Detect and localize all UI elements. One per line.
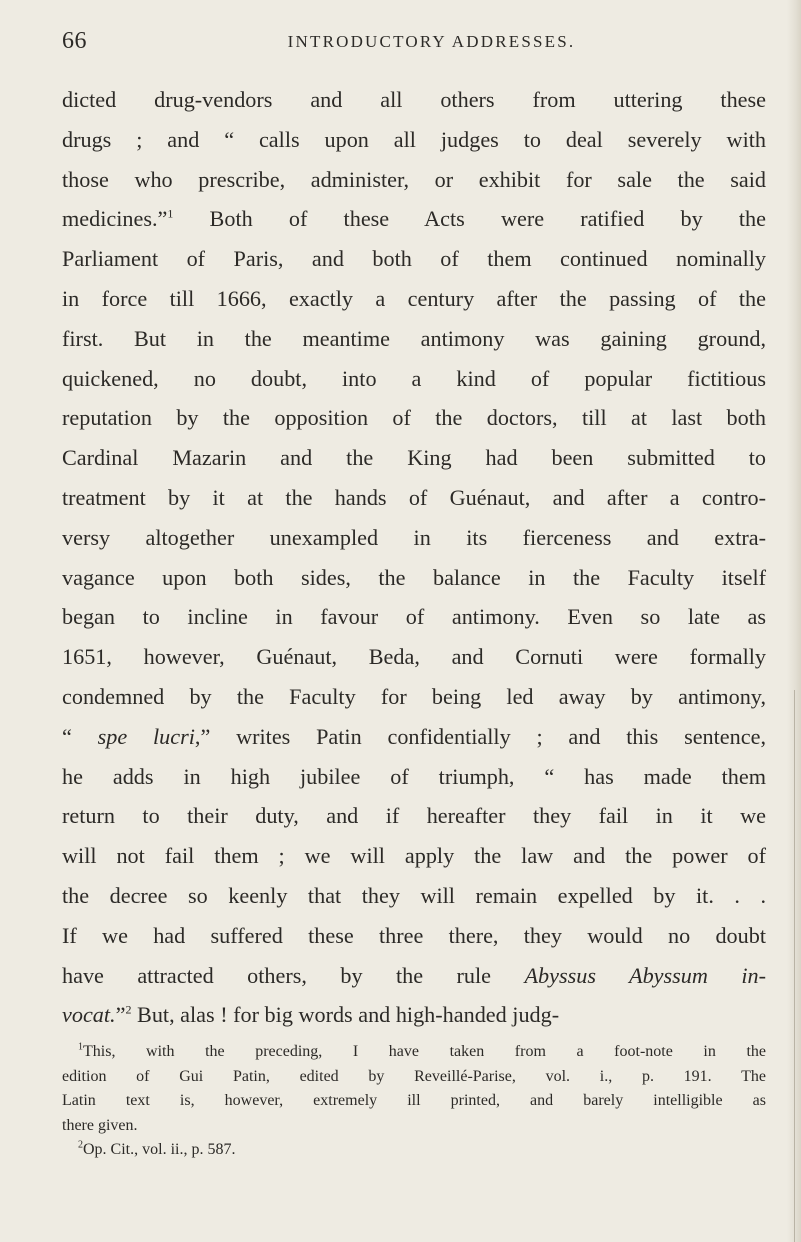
text-line: drugs ; and “ calls upon all judges to deal severely with — [62, 126, 766, 152]
running-head: INTRODUCTORY ADDRESSES. — [287, 32, 576, 51]
text-line: condemned by the Faculty for being led away by antimony, — [62, 683, 766, 709]
text-line: medicines.”$^1$ Both of these Acts were ratified by the — [62, 206, 766, 232]
footnote-mark: 2 — [125, 1002, 132, 1017]
text-line: reputation by the opposition of the doctors, till at last both — [62, 405, 766, 431]
footnote-line: Latin text is, however, extremely ill printed, and barely intelligible as — [62, 1092, 766, 1109]
footnote-mark: 1 — [78, 1041, 83, 1053]
footnote-mark: 1 — [167, 207, 174, 221]
footnote-line: $^2$Op. Cit., vol. ii., p. 587. — [78, 1139, 236, 1158]
text-line: return to their duty, and if hereafter they fail in it we — [62, 803, 766, 829]
text-line: vocat.”$^2$ But, alas ! for big words and high-handed judg- — [62, 1002, 560, 1028]
text-line: Cardinal Mazarin and the King had been submitted to — [62, 445, 766, 471]
footnote-line: $^1$This, with the preceding, I have taken from a foot-note in the — [78, 1041, 766, 1060]
italic-phrase: spe lucri — [97, 723, 195, 749]
footnote-line: edition of Gui Patin, edited by Reveillé-Parise, vol. i., p. 191. The — [62, 1067, 766, 1085]
text-line: Parliament of Paris, and both of them continued nominally — [62, 246, 766, 272]
body-text — [62, 80, 766, 1035]
text-line: first. But in the meantime antimony was gaining ground, — [62, 325, 766, 351]
italic-phrase: Abyssus Abyssum in- — [524, 962, 766, 988]
text-line: “ spe lucri,” writes Patin confidentially ; and this sentence, — [62, 723, 766, 749]
text-line: he adds in high jubilee of triumph, “ has made them — [62, 763, 766, 789]
footnote-line: there given. — [62, 1116, 138, 1134]
page-header — [62, 28, 761, 58]
text-line: versy altogether unexampled in its fierceness and extra- — [62, 524, 766, 550]
text-line: If we had suffered these three there, they would no doubt — [62, 922, 766, 948]
footnotes — [62, 1040, 766, 1163]
text-line: dicted drug-vendors and all others from uttering these — [62, 87, 766, 112]
text-line: began to incline in favour of antimony. Even so late as — [62, 604, 766, 630]
page-edge-line — [794, 690, 795, 1242]
text-line: have attracted others, by the rule Abyssus Abyssum in- — [62, 962, 766, 988]
page-number: 66 — [62, 28, 87, 54]
text-line: will not fail them ; we will apply the law and the power of — [62, 843, 766, 869]
text-line: vagance upon both sides, the balance in the Faculty itself — [62, 564, 766, 590]
text-line: 1651, however, Guénaut, Beda, and Cornuti were formally — [62, 644, 766, 670]
text-line: the decree so keenly that they will remain expelled by it. . . — [62, 882, 766, 908]
text-line: treatment by it at the hands of Guénaut, and after a contro- — [62, 484, 766, 510]
text-line: quickened, no doubt, into a kind of popular fictitious — [62, 365, 766, 391]
text-line: in force till 1666, exactly a century after the passing of the — [62, 285, 766, 311]
italic-phrase: vocat. — [62, 1002, 116, 1028]
text-line: those who prescribe, administer, or exhibit for sale the said — [62, 166, 766, 192]
footnote-mark: 2 — [78, 1139, 83, 1151]
